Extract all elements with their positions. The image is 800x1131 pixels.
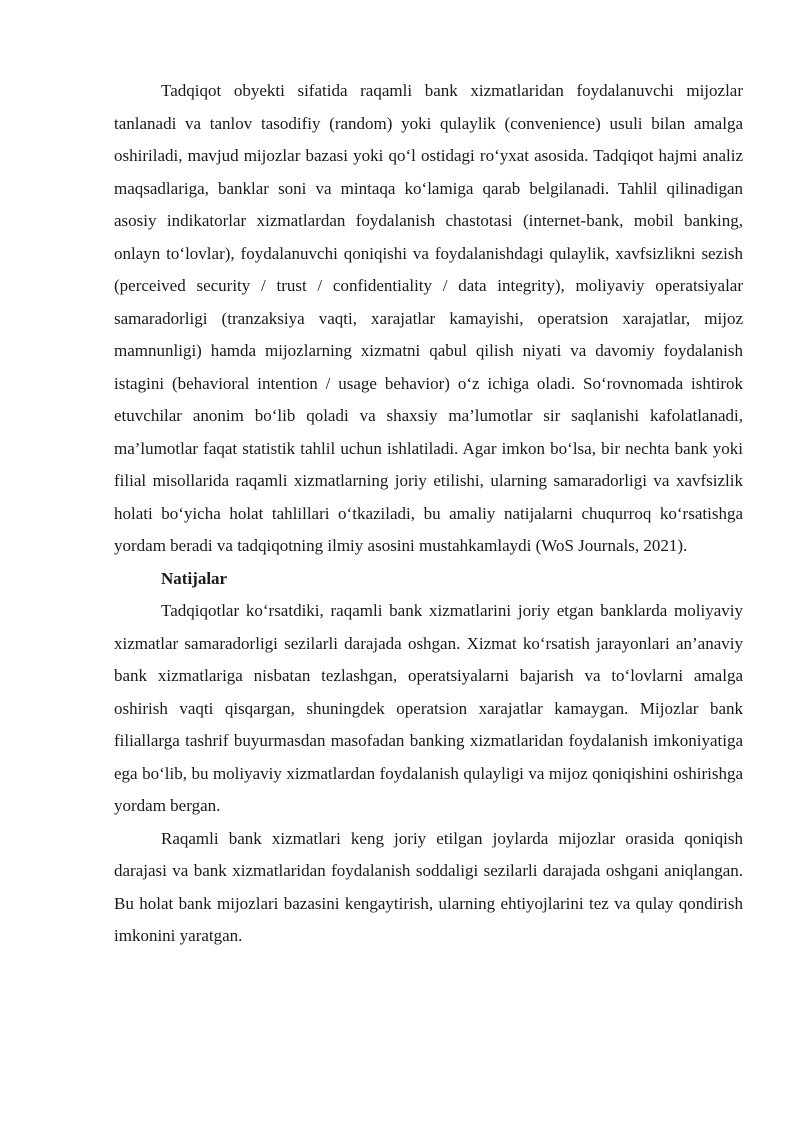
body-paragraph-results-1: Tadqiqotlar ko‘rsatdiki, raqamli bank xizmatlarini joriy etgan banklarda moliyaviy xizmatlar samaradorligi sezilarli darajada oshgan. Xizmat ko‘rsatish jarayonlari an’anaviy bank xizmatlariga nisbatan tezlashgan, operatsiyalarni bajarish va to‘lovlarni amalga oshirish vaqti qisqargan, shuningdek operatsion xarajatlar kamaygan. Mijozlar bank filiallarga tashrif buyurmasdan masofadan banking xizmatlaridan foydalanish imkoniyatiga ega bo‘lib, bu moliyaviy xizmatlardan foydalanish qulayligi va mijoz qoniqishini oshirishga yordam bergan. [114,601,743,815]
body-paragraph-methods: Tadqiqot obyekti sifatida raqamli bank xizmatlaridan foydalanuvchi mijozlar tanlanadi va tanlov tasodifiy (random) yoki qulaylik (convenience) usuli bilan amalga oshiriladi, mavjud mijozlar bazasi yoki qo‘l ostidagi ro‘yxat asosida. Tadqiqot hajmi analiz maqsadlariga, banklar soni va mintaqa ko‘lamiga qarab belgilanadi. Tahlil qilinadigan asosiy indikatorlar xizmatlardan foydalanish chastotasi (internet-bank, mobil banking, onlayn to‘lovlar), foydalanuvchi qoniqishi va foydalanishdagi qulaylik, xavfsizlikni sezish (perceived security / trust / confidentiality / data integrity), moliyaviy operatsiyalar samaradorligi (tranzaksiya vaqti, xarajatlar kamayishi, operatsion xarajatlar, mijoz mamnunligi) hamda mijozlarning xizmatni qabul qilish niyati va davomiy foydalanish istagini (behavioral intention / usage behavior) o‘z ichiga oladi. So‘rovnomada ishtirok etuvchilar anonim bo‘lib qoladi va shaxsiy ma’lumotlar sir saqlanishi kafolatlanadi, ma’lumotlar faqat statistik tahlil uchun ishlatiladi. Agar imkon bo‘lsa, bir nechta bank yoki filial misollarida raqamli xizmatlarning joriy etilishi, ularning samaradorligi va xavfsizlik holati bo‘yicha holat tahlillari o‘tkaziladi, bu amaliy natijalarni chuqurroq ko‘rsatishga yordam beradi va tadqiqotning ilmiy asosini mustahkamlaydi (WoS Journals, 2021). [114,81,743,555]
body-paragraph-results-2: Raqamli bank xizmatlari keng joriy etilgan joylarda mijozlar orasida qoniqish darajasi va bank xizmatlaridan foydalanish soddaligi sezilarli darajada oshgani aniqlangan. Bu holat bank mijozlari bazasini kengaytirish, ularning ehtiyojlarini tez va qulay qondirish imkonini yaratgan. [114,828,743,945]
section-heading-results: Natijalar [161,568,228,588]
